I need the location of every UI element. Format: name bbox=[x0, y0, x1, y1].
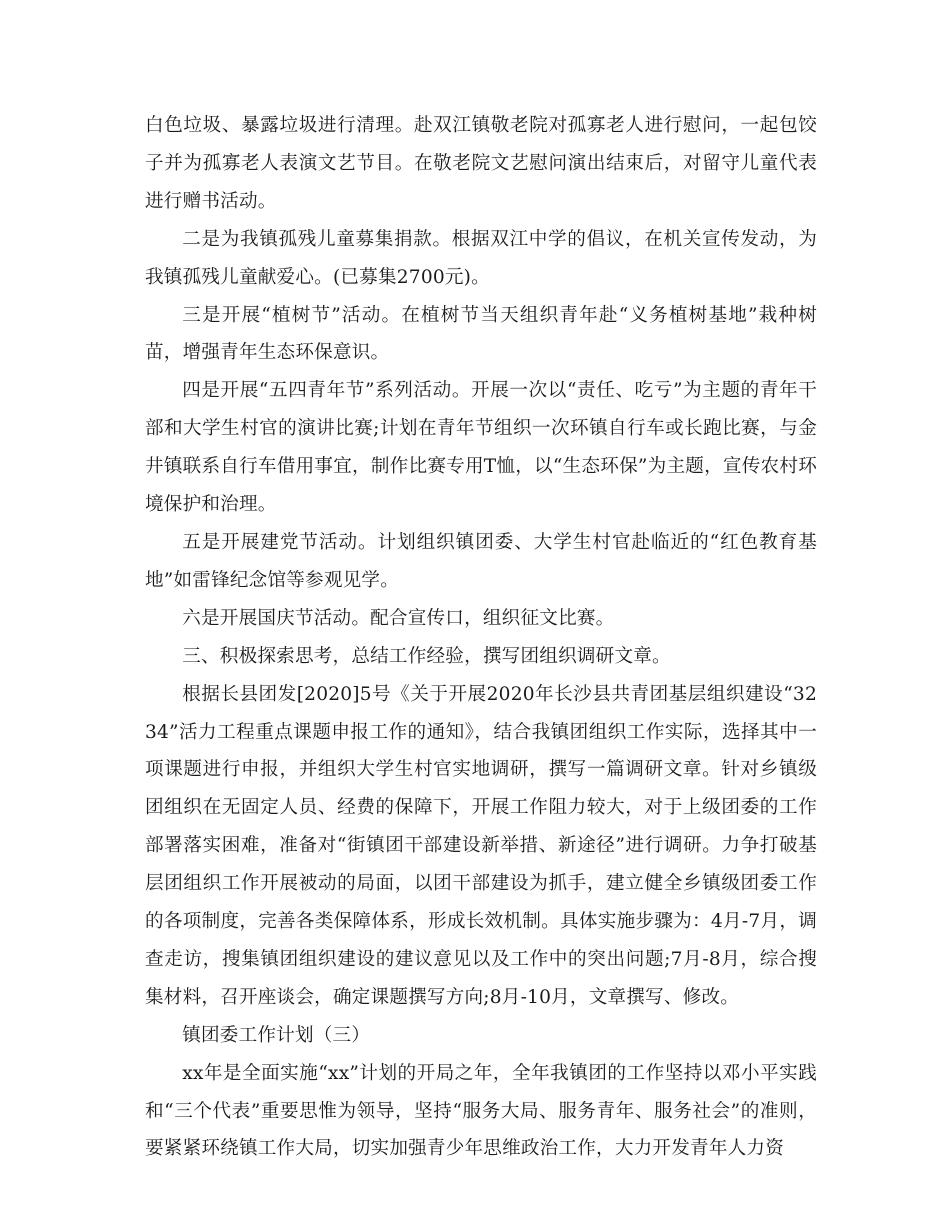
paragraph-2: 二是为我镇孤残儿童募集捐款。根据双江中学的倡议，在机关宣传发动，为我镇孤残儿童献爱心。(已募集2700元)。 bbox=[145, 228, 817, 288]
paragraph-3: 三是开展“植树节”活动。在植树节当天组织青年赴“义务植树基地”栽种树苗，增强青年生态环保意识。 bbox=[145, 304, 817, 364]
paragraph-4: 四是开展“五四青年节”系列活动。开展一次以“责任、吃亏”为主题的青年干部和大学生村官的演讲比赛;计划在青年节组织一次环镇自行车或长跑比赛，与金井镇联系自行车借用事宜，制作比赛专用T恤，以“生态环保”为主题，宣传农村环境保护和治理。 bbox=[145, 380, 817, 516]
paragraph-6: 六是开展国庆节活动。配合宣传口，组织征文比赛。 bbox=[182, 607, 615, 629]
paragraph-1: 白色垃圾、暴露垃圾进行清理。赴双江镇敬老院对孤寡老人进行慰问，一起包饺子并为孤寡老人表演文艺节目。在敬老院文艺慰问演出结束后，对留守儿童代表进行赠书活动。 bbox=[145, 115, 817, 212]
paragraph-7: 根据长县团发[2020]5号《关于开展2020年长沙县共青团基层组织建设“3234”活力工程重点课题申报工作的通知》，结合我镇团组织工作实际，选择其中一项课题进行申报，并组织大学生村官实地调研，撰写一篇调研文章。针对乡镇级团组织在无固定人员、经费的保障下，开展工作阻力较大，对于上级团委的工作部署落实困难，准备对“街镇团干部建设新举措、新途径”进行调研。力争打破基层团组织工作开展被动的局面，以团干部建设为抓手，建立健全乡镇级团委工作的各项制度，完善各类保障体系，形成长效机制。具体实施步骤为：4月-7月，调查走访，搜集镇团组织建设的建议意见以及工作中的突出问题;7月-8月，综合搜集材料，召开座谈会，确定课题撰写方向;8月-10月，文章撰写、修改。 bbox=[145, 683, 817, 1008]
paragraph-8: xx年是全面实施“xx”计划的开局之年，全年我镇团的工作坚持以邓小平实践和“三个代表”重要思惟为领导，坚持“服务大局、服务青年、服务社会”的准则，要紧紧环绕镇工作大局，切实加强青少年思维政治工作，大力开发青年人力资 bbox=[145, 1062, 817, 1160]
section-heading-3: 三、积极探索思考，总结工作经验，撰写团组织调研文章。 bbox=[182, 645, 671, 667]
plan-title: 镇团委工作计划（三） bbox=[182, 1024, 371, 1046]
paragraph-5: 五是开展建党节活动。计划组织镇团委、大学生村官赴临近的“红色教育基地”如雷锋纪念馆等参观见学。 bbox=[145, 531, 817, 591]
document-body bbox=[145, 107, 817, 1168]
